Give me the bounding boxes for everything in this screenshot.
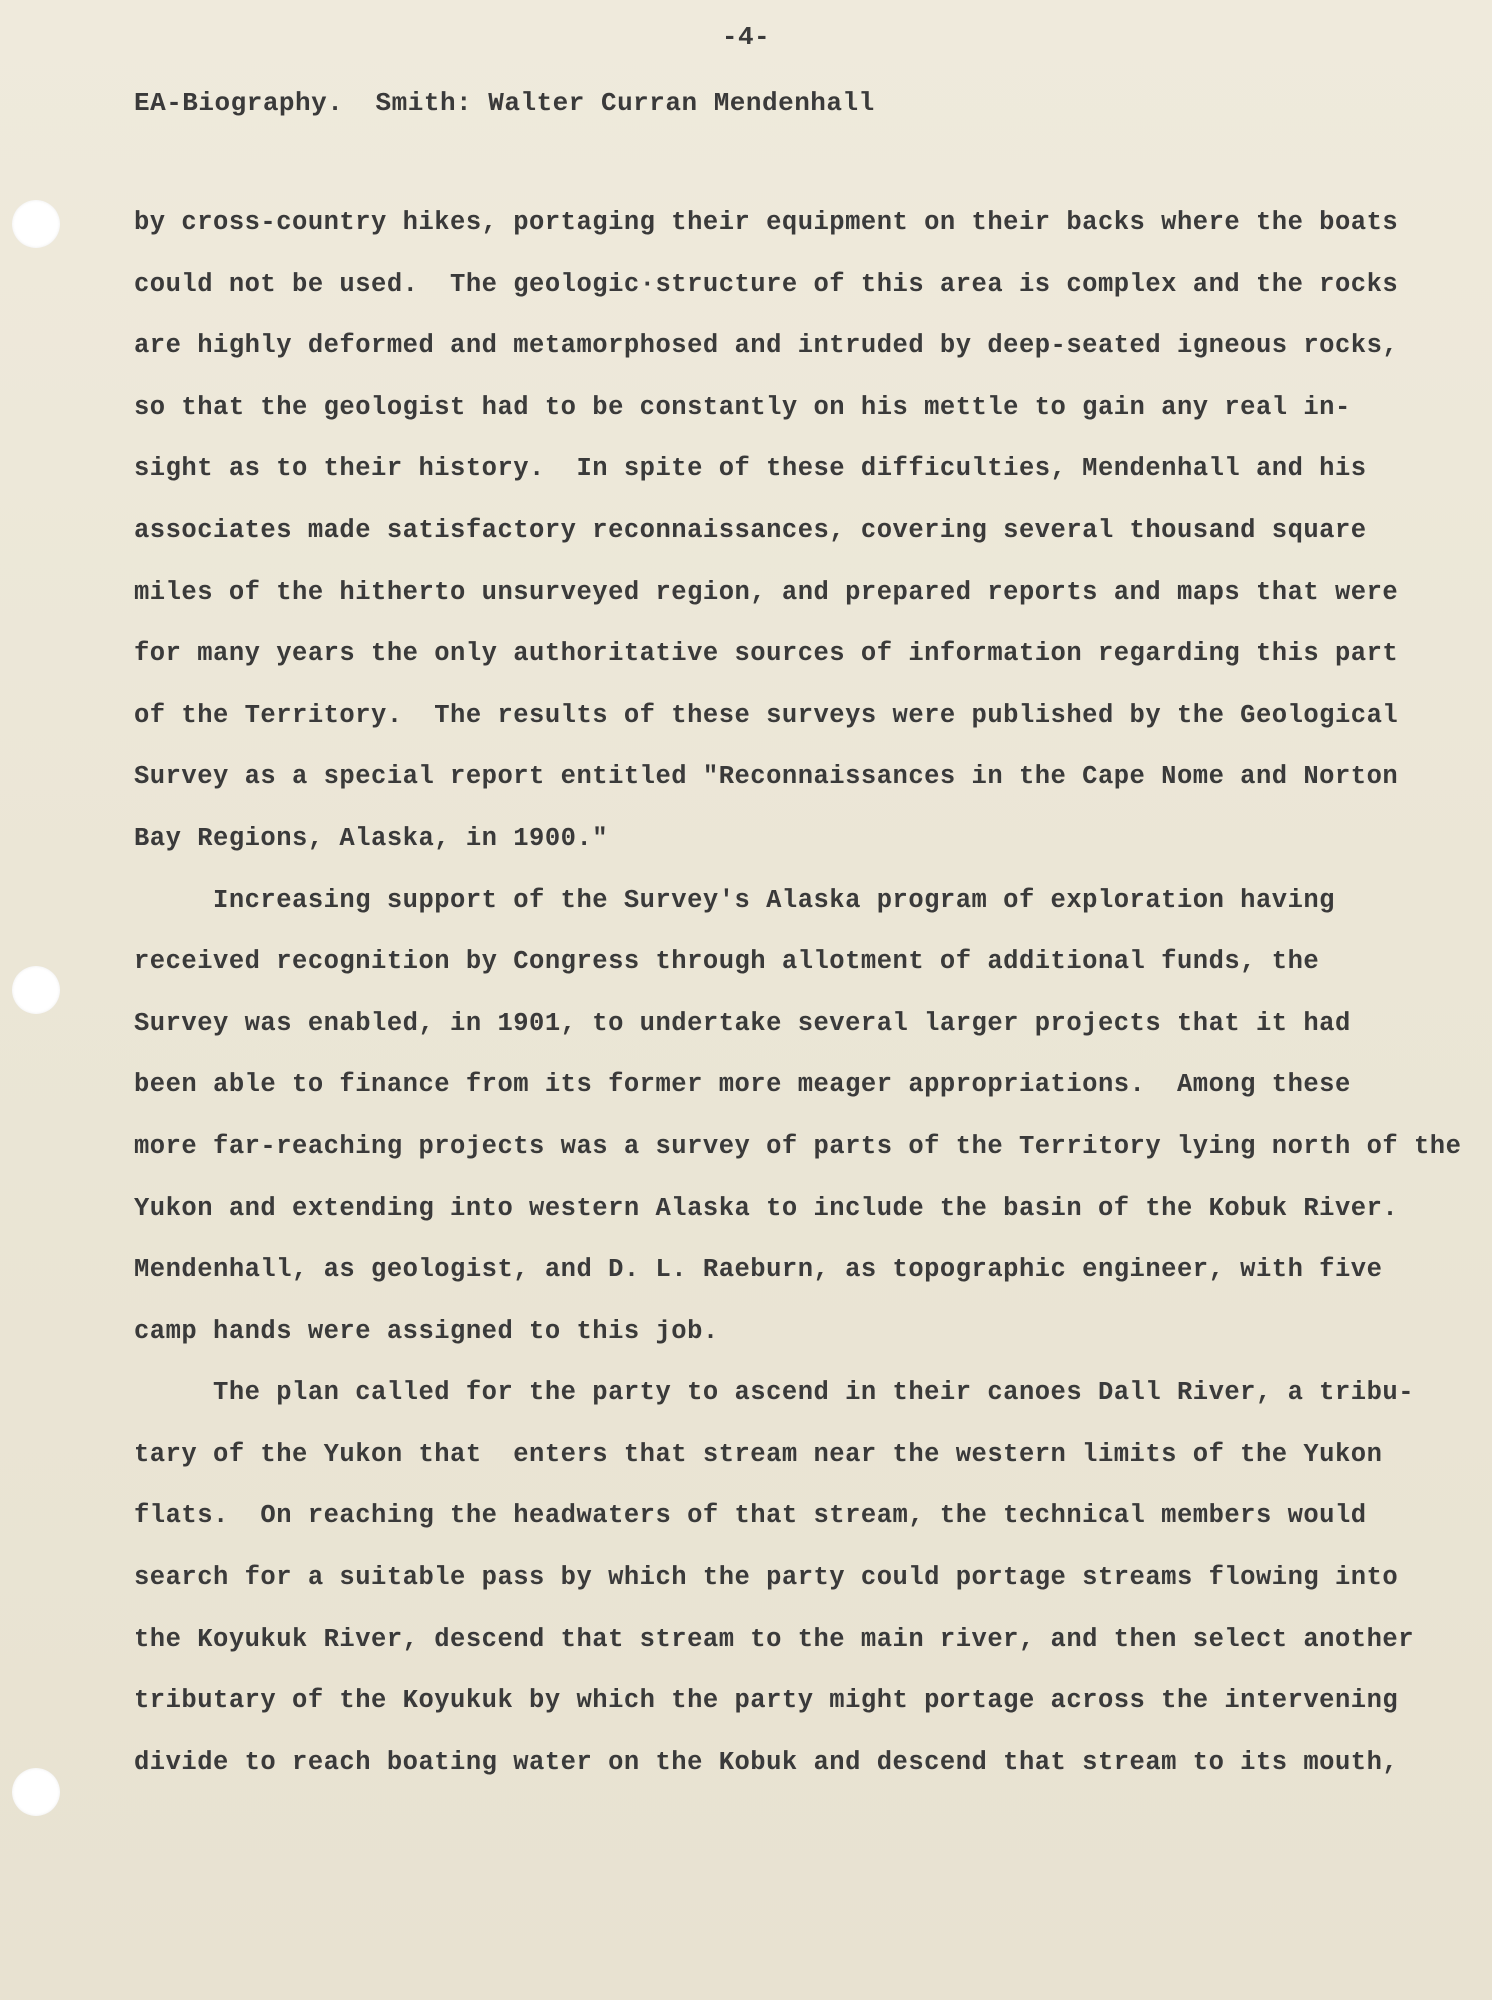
text-line: camp hands were assigned to this job. <box>134 1316 719 1346</box>
text-line: tary of the Yukon that enters that stream near the western limits of the Yukon <box>134 1439 1383 1469</box>
page-number: -4- <box>721 22 771 52</box>
text-line: Survey was enabled, in 1901, to undertake several larger projects that it had <box>134 1008 1351 1038</box>
text-line: more far-reaching projects was a survey of parts of the Territory lying north of the <box>134 1131 1462 1161</box>
body-text <box>134 208 1462 1809</box>
punch-hole <box>12 1768 60 1816</box>
text-line: Mendenhall, as geologist, and D. L. Raeburn, as topographic engineer, with five <box>134 1255 1383 1285</box>
text-line: of the Territory. The results of these surveys were published by the Geological <box>134 700 1399 730</box>
text-line: for many years the only authoritative sources of information regarding this part <box>134 639 1399 669</box>
text-line: search for a suitable pass by which the party could portage streams flowing into <box>134 1563 1399 1593</box>
text-line: Survey as a special report entitled "Reconnaissances in the Cape Nome and Norton <box>134 762 1399 792</box>
text-line: associates made satisfactory reconnaissances, covering several thousand square <box>134 515 1367 545</box>
text-line: divide to reach boating water on the Kobuk and descend that stream to its mouth, <box>134 1747 1399 1777</box>
text-line: received recognition by Congress through allotment of additional funds, the <box>134 947 1320 977</box>
text-line: Bay Regions, Alaska, in 1900." <box>134 823 609 853</box>
text-line: miles of the hitherto unsurveyed region, and prepared reports and maps that were <box>134 577 1399 607</box>
text-line: Yukon and extending into western Alaska to include the basin of the Kobuk River. <box>134 1193 1399 1223</box>
punch-hole <box>12 966 60 1014</box>
text-line: the Koyukuk River, descend that stream to the main river, and then select another <box>134 1624 1415 1654</box>
text-line: so that the geologist had to be constantly on his mettle to gain any real in- <box>134 392 1351 422</box>
text-line: by cross-country hikes, portaging their equipment on their backs where the boats <box>134 208 1399 237</box>
text-line: sight as to their history. In spite of these difficulties, Mendenhall and his <box>134 454 1367 484</box>
text-line: are highly deformed and metamorphosed and intruded by deep-seated igneous rocks, <box>134 331 1399 361</box>
text-line: Increasing support of the Survey's Alaska program of exploration having <box>134 885 1335 915</box>
punch-hole <box>12 200 60 248</box>
text-line: tributary of the Koyukuk by which the party might portage across the intervening <box>134 1686 1399 1716</box>
text-line: could not be used. The geologic·structure of this area is complex and the rocks <box>134 269 1399 299</box>
text-line: been able to finance from its former more meager appropriations. Among these <box>134 1070 1351 1100</box>
text-line: The plan called for the party to ascend in their canoes Dall River, a tribu- <box>134 1378 1415 1408</box>
document-header: EA-Biography. Smith: Walter Curran Mendenhall <box>134 88 875 118</box>
text-line: flats. On reaching the headwaters of that stream, the technical members would <box>134 1501 1367 1531</box>
